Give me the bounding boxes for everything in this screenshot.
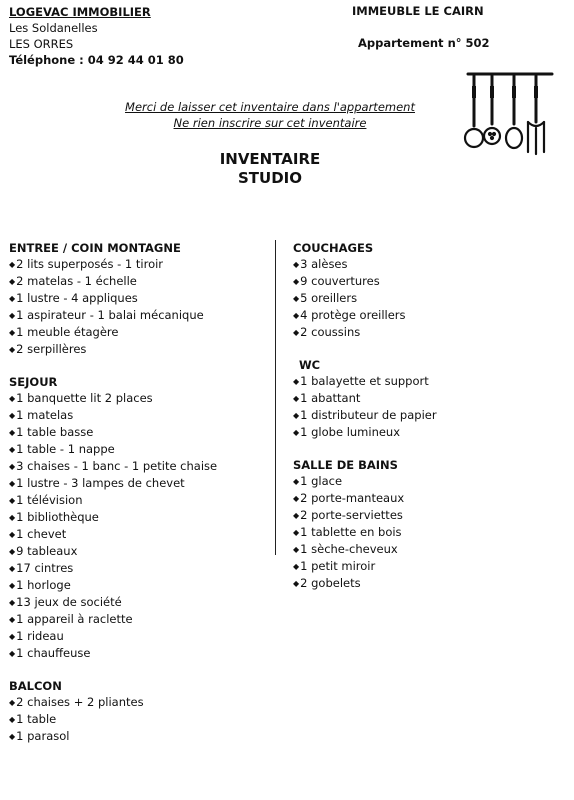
inventory-item	[293, 324, 563, 341]
inventory-section	[9, 240, 269, 358]
item-text: 2 porte-serviettes	[300, 508, 403, 522]
apartment-number: Appartement n° 502	[358, 36, 490, 50]
section-title: SALLE DE BAINS	[293, 458, 398, 472]
inventory-item	[9, 256, 269, 273]
item-text: 1 meuble étagère	[16, 325, 119, 339]
inventory-notes	[0, 99, 540, 131]
column-divider	[275, 240, 276, 555]
bullet-icon: ◆	[9, 411, 16, 420]
inventory-item	[9, 577, 269, 594]
bullet-icon: ◆	[293, 562, 300, 571]
bullet-icon: ◆	[9, 328, 16, 337]
item-text: 1 banquette lit 2 places	[16, 391, 153, 405]
bullet-icon: ◆	[9, 649, 16, 658]
item-text: 2 coussins	[300, 325, 361, 339]
bullet-icon: ◆	[293, 328, 300, 337]
inventory-item	[9, 628, 269, 645]
bullet-icon: ◆	[9, 462, 16, 471]
bullet-icon: ◆	[9, 479, 16, 488]
bullet-icon: ◆	[293, 277, 300, 286]
item-text: 2 chaises + 2 pliantes	[16, 695, 144, 709]
item-text: 1 appareil à raclette	[16, 612, 133, 626]
inventory-item	[9, 728, 269, 745]
inventory-item	[9, 441, 269, 458]
inventory-item	[9, 424, 269, 441]
bullet-icon: ◆	[293, 579, 300, 588]
inventory-item	[293, 558, 563, 575]
bullet-icon: ◆	[9, 428, 16, 437]
inventory-item	[9, 307, 269, 324]
inventory-item	[293, 524, 563, 541]
bullet-icon: ◆	[9, 496, 16, 505]
item-text: 2 gobelets	[300, 576, 361, 590]
inventory-item	[9, 509, 269, 526]
bullet-icon: ◆	[9, 564, 16, 573]
inventory-item	[9, 543, 269, 560]
item-text: 1 bibliothèque	[16, 510, 99, 524]
item-text: 1 chevet	[16, 527, 67, 541]
bullet-icon: ◆	[9, 345, 16, 354]
inventory-section	[293, 357, 563, 441]
inventory-item	[9, 290, 269, 307]
inventory-item	[9, 475, 269, 492]
inventory-item	[293, 407, 563, 424]
agency-address-line-2: LES ORRES	[9, 37, 74, 51]
inventory-item	[9, 407, 269, 424]
inventory-item	[9, 526, 269, 543]
bullet-icon: ◆	[9, 277, 16, 286]
bullet-icon: ◆	[293, 294, 300, 303]
bullet-icon: ◆	[293, 511, 300, 520]
inventory-item	[293, 490, 563, 507]
bullet-icon: ◆	[9, 715, 16, 724]
section-title: ENTREE / COIN MONTAGNE	[9, 241, 181, 255]
note-do-not-write: Ne rien inscrire sur cet inventaire	[173, 116, 367, 130]
bullet-icon: ◆	[293, 428, 300, 437]
bullet-icon: ◆	[293, 528, 300, 537]
item-text: 1 télévision	[16, 493, 83, 507]
inventory-item	[9, 711, 269, 728]
item-text: 1 table basse	[16, 425, 94, 439]
bullet-icon: ◆	[293, 477, 300, 486]
item-text: 1 distributeur de papier	[300, 408, 437, 422]
inventory-item	[9, 694, 269, 711]
bullet-icon: ◆	[293, 394, 300, 403]
item-text: 1 abattant	[300, 391, 361, 405]
building-name: IMMEUBLE LE CAIRN	[352, 4, 484, 18]
title-inventaire: INVENTAIRE	[219, 150, 321, 168]
inventory-item	[9, 324, 269, 341]
inventory-item	[293, 273, 563, 290]
item-text: 1 table	[16, 712, 57, 726]
inventory-item	[9, 594, 269, 611]
bullet-icon: ◆	[9, 260, 16, 269]
inventory-item	[9, 273, 269, 290]
item-text: 3 alèses	[300, 257, 348, 271]
item-text: 1 petit miroir	[300, 559, 376, 573]
bullet-icon: ◆	[293, 311, 300, 320]
bullet-icon: ◆	[9, 294, 16, 303]
bullet-icon: ◆	[293, 411, 300, 420]
note-leave-inventory: Merci de laisser cet inventaire dans l'appartement	[125, 100, 415, 114]
bullet-icon: ◆	[9, 615, 16, 624]
inventory-item	[293, 307, 563, 324]
item-text: 1 lustre - 4 appliques	[16, 291, 138, 305]
inventory-item	[293, 424, 563, 441]
inventory-item	[293, 290, 563, 307]
document-title	[0, 150, 540, 188]
inventory-item	[9, 341, 269, 358]
bullet-icon: ◆	[9, 530, 16, 539]
item-text: 1 horloge	[16, 578, 71, 592]
agency-phone: Téléphone : 04 92 44 01 80	[9, 53, 184, 67]
bullet-icon: ◆	[9, 732, 16, 741]
bullet-icon: ◆	[9, 445, 16, 454]
item-text: 4 protège oreillers	[300, 308, 406, 322]
item-text: 17 cintres	[16, 561, 74, 575]
item-text: 1 tablette en bois	[300, 525, 402, 539]
bullet-icon: ◆	[9, 598, 16, 607]
bullet-icon: ◆	[9, 311, 16, 320]
agency-name: LOGEVAC IMMOBILIER	[9, 5, 151, 19]
section-title: BALCON	[9, 679, 62, 693]
inventory-item	[9, 560, 269, 577]
inventory-item	[9, 611, 269, 628]
inventory-section	[9, 678, 269, 745]
item-text: 1 aspirateur - 1 balai mécanique	[16, 308, 204, 322]
inventory-section	[293, 457, 563, 592]
left-column	[9, 240, 269, 761]
item-text: 1 table - 1 nappe	[16, 442, 115, 456]
bullet-icon: ◆	[9, 394, 16, 403]
item-text: 2 lits superposés - 1 tiroir	[16, 257, 164, 271]
inventory-item	[293, 507, 563, 524]
agency-block	[9, 4, 184, 68]
inventory-section	[9, 374, 269, 662]
bullet-icon: ◆	[9, 547, 16, 556]
bullet-icon: ◆	[293, 494, 300, 503]
bullet-icon: ◆	[9, 513, 16, 522]
inventory-item	[9, 458, 269, 475]
item-text: 1 sèche-cheveux	[300, 542, 398, 556]
bullet-icon: ◆	[293, 545, 300, 554]
inventory-item	[293, 575, 563, 592]
item-text: 2 matelas - 1 échelle	[16, 274, 137, 288]
item-text: 1 globe lumineux	[300, 425, 401, 439]
section-title: COUCHAGES	[293, 241, 374, 255]
bullet-icon: ◆	[293, 260, 300, 269]
item-text: 9 couvertures	[300, 274, 380, 288]
item-text: 1 lustre - 3 lampes de chevet	[16, 476, 185, 490]
item-text: 1 matelas	[16, 408, 74, 422]
right-column	[293, 240, 563, 608]
item-text: 13 jeux de société	[16, 595, 122, 609]
agency-address-line-1: Les Soldanelles	[9, 21, 98, 35]
inventory-item	[293, 256, 563, 273]
inventory-item	[9, 390, 269, 407]
item-text: 1 parasol	[16, 729, 70, 743]
item-text: 5 oreillers	[300, 291, 358, 305]
bullet-icon: ◆	[293, 377, 300, 386]
item-text: 2 porte-manteaux	[300, 491, 405, 505]
inventory-section	[293, 240, 563, 341]
inventory-item	[9, 645, 269, 662]
title-studio: STUDIO	[238, 169, 302, 187]
bullet-icon: ◆	[9, 698, 16, 707]
inventory-item	[293, 473, 563, 490]
item-text: 1 chauffeuse	[16, 646, 91, 660]
bullet-icon: ◆	[9, 632, 16, 641]
inventory-item	[293, 373, 563, 390]
section-title: WC	[299, 358, 321, 372]
bullet-icon: ◆	[9, 581, 16, 590]
item-text: 1 rideau	[16, 629, 64, 643]
item-text: 1 glace	[300, 474, 343, 488]
inventory-item	[293, 390, 563, 407]
section-title: SEJOUR	[9, 375, 58, 389]
item-text: 1 balayette et support	[300, 374, 429, 388]
item-text: 3 chaises - 1 banc - 1 petite chaise	[16, 459, 218, 473]
inventory-item	[293, 541, 563, 558]
inventory-item	[9, 492, 269, 509]
item-text: 9 tableaux	[16, 544, 78, 558]
item-text: 2 serpillères	[16, 342, 87, 356]
